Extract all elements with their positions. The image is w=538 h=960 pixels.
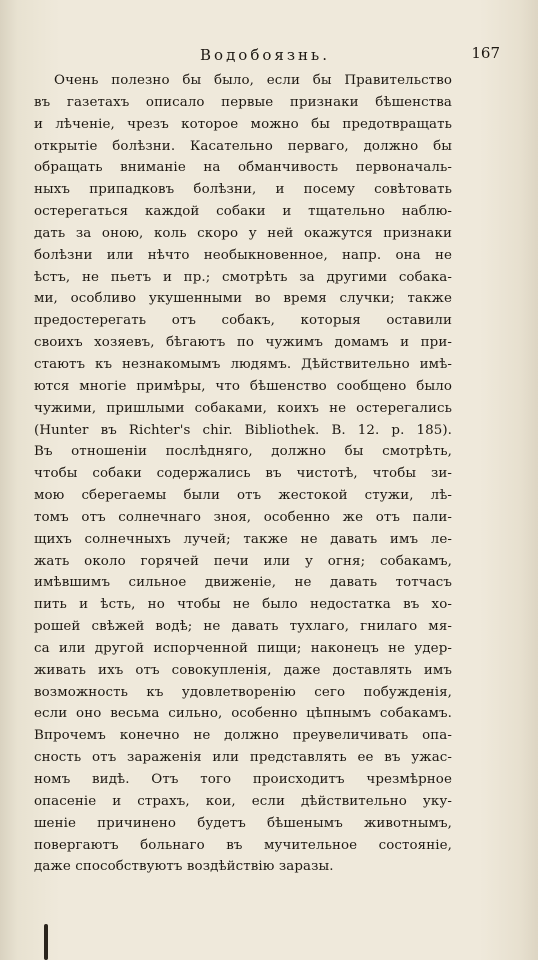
text-line: открытіе болѣзни. Касательно перваго, должно бы xyxy=(34,138,452,154)
text-line: стаютъ къ незнакомымъ людямъ. Дѣйствительно имѣ- xyxy=(34,356,452,372)
text-line: томъ отъ солнечнаго зноя, особенно же отъ пали- xyxy=(34,509,452,525)
text-line: рошей свѣжей водѣ; не давать тухлаго, гнилаго мя- xyxy=(34,619,452,635)
text-line: щихъ солнечныхъ лучей; также не давать имъ ле- xyxy=(34,531,452,547)
text-line: ѣстъ, не пьетъ и пр.; смотрѣть за другими собака- xyxy=(34,269,452,285)
text-line: Очень полезно бы было, если бы Правительство xyxy=(54,73,452,88)
text-line: Впрочемъ конечно не должно преувеличивать опа- xyxy=(34,728,452,744)
text-line: пить и ѣсть, но чтобы не было недостатка въ хо- xyxy=(34,597,452,613)
margin-ink-mark xyxy=(44,924,48,960)
text-line: болѣзни или нѣчто необыкновенное, напр. она не xyxy=(34,247,452,263)
body-text xyxy=(34,70,452,878)
text-line: сность отъ зараженія или представлять ее въ ужас- xyxy=(34,750,452,766)
text-line: шеніе причинено будетъ бѣшенымъ животнымъ, xyxy=(34,815,452,831)
text-line: своихъ хозяевъ, бѣгаютъ по чужимъ домамъ и при- xyxy=(34,335,452,351)
text-line: дать за оною, коль скоро у ней окажутся признаки xyxy=(34,225,452,241)
page-header xyxy=(30,44,500,68)
text-line: ныхъ припадковъ болѣзни, и посему совѣтовать xyxy=(34,182,452,198)
text-line: даже способствуютъ воздѣйствію заразы. xyxy=(34,859,334,875)
text-line: повергаютъ больнаго въ мучительное состояніе, xyxy=(34,837,452,853)
text-line: (Hunter въ Richter's chir. Bibliothek. B. 12. p. 185). xyxy=(34,422,452,438)
text-line: чужими, пришлыми собаками, коихъ не остерегались xyxy=(34,400,452,416)
text-line: опасеніе и страхъ, кои, если дѣйствительно уку- xyxy=(34,793,452,809)
text-line: живать ихъ отъ совокупленія, даже доставлять имъ xyxy=(34,662,452,678)
text-line: жать около горячей печи или у огня; собакамъ, xyxy=(34,553,452,569)
text-line: са или другой испорченной пищи; наконецъ не удер- xyxy=(34,640,452,656)
text-line: Въ отношеніи послѣдняго, должно бы смотрѣть, xyxy=(34,444,452,460)
text-line: возможность къ удовлетворенію сего побужденія, xyxy=(34,684,452,700)
text-line: остерегаться каждой собаки и тщательно наблю- xyxy=(34,204,452,220)
text-line: и лѣченіе, чрезъ которое можно бы предотвращать xyxy=(34,116,452,132)
text-line: предостерегать отъ собакъ, которыя оставили xyxy=(34,313,452,329)
running-title: Водобоязнь. xyxy=(200,46,330,64)
text-line: чтобы собаки содержались въ чистотѣ, чтобы зи- xyxy=(34,466,452,482)
text-line: мою сберегаемы были отъ жестокой стужи, лѣ- xyxy=(34,488,452,504)
text-line: ются многіе примѣры, что бѣшенство сообщено было xyxy=(34,378,452,394)
text-line: ми, особливо укушенными во время случки; также xyxy=(34,291,452,307)
text-line: если оно весьма сильно, особенно цѣпнымъ собакамъ. xyxy=(34,706,452,722)
page-number: 167 xyxy=(471,44,500,62)
text-line: номъ видѣ. Отъ того происходитъ чрезмѣрное xyxy=(34,772,452,787)
text-line: имѣвшимъ сильное движеніе, не давать тотчасъ xyxy=(34,575,452,591)
text-line: въ газетахъ описало первые признаки бѣшенства xyxy=(34,94,452,110)
text-line: обращать вниманіе на обманчивость первоначаль- xyxy=(34,160,452,176)
